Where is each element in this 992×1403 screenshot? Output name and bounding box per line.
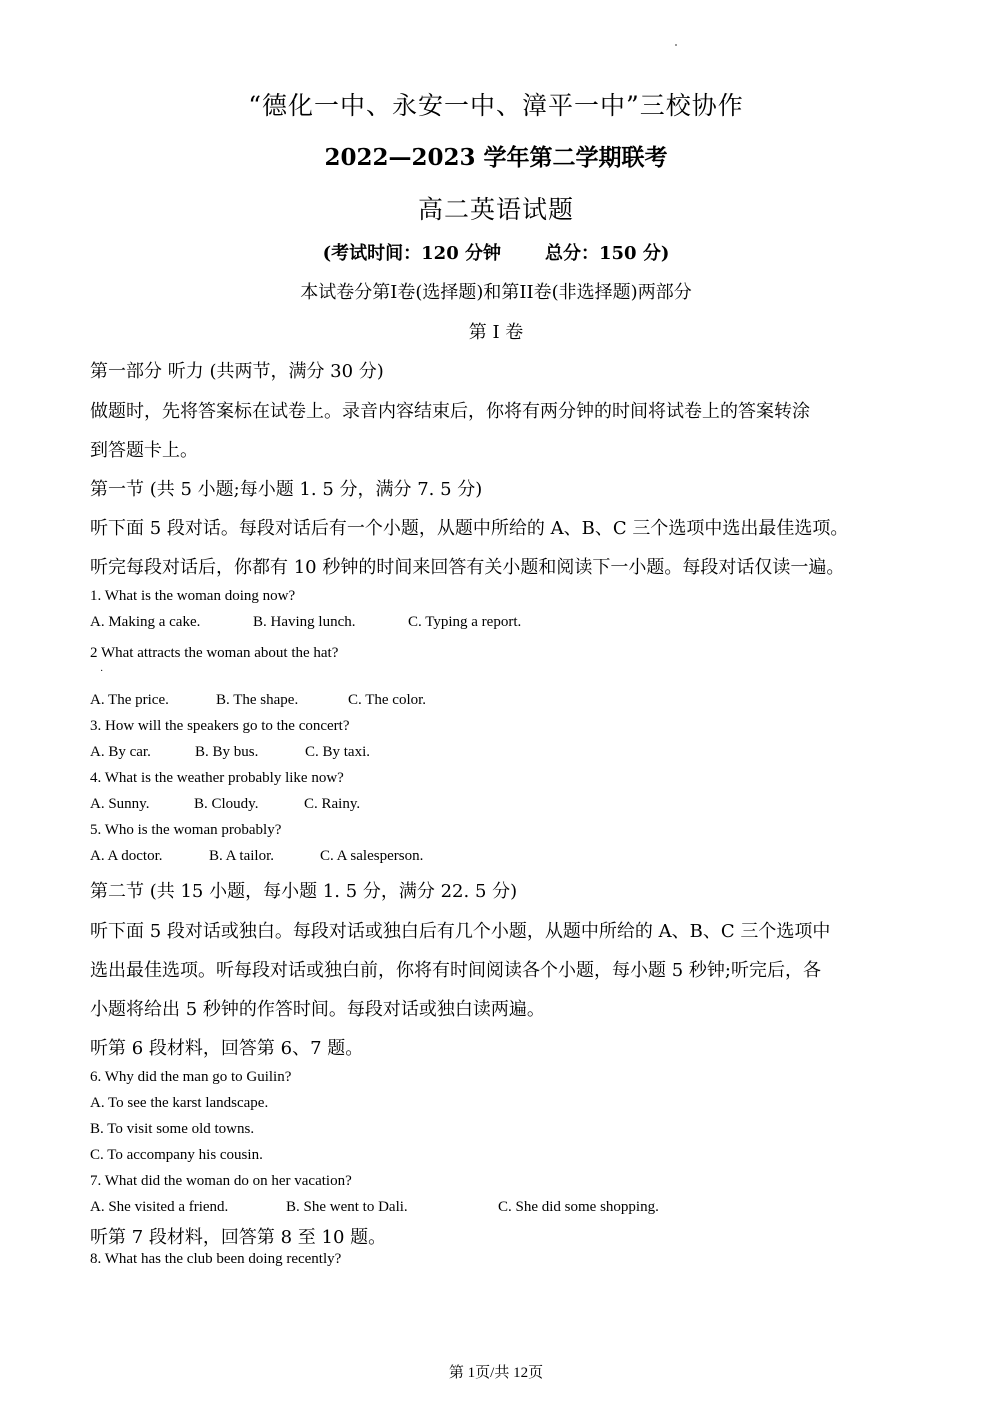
option-b: B. She went to Dali. [286, 1199, 408, 1215]
stray-mark: · [100, 666, 104, 677]
part1-heading: 第一部分 听力 (共两节，满分 30 分) [90, 361, 384, 382]
section1-instruction-line2: 听完每段对话后，你都有 10 秒钟的时间来回答有关小题和阅读下一小题。每段对话仅读一遍。 [90, 557, 845, 578]
question-6-option-c: C. To accompany his cousin. [90, 1147, 263, 1163]
section1-instruction-line1: 听下面 5 段对话。每段对话后有一个小题，从题中所给的 A、B、C 三个选项中选出最佳选项。 [90, 518, 849, 539]
paper-intro: 本试卷分第I卷(选择题)和第II卷(非选择题)两部分 [300, 282, 692, 303]
option-c: C. By taxi. [305, 744, 371, 760]
material-7-heading: 听第 7 段材料，回答第 8 至 10 题。 [90, 1227, 387, 1248]
option-a: A. Making a cake. [90, 614, 201, 630]
total-score: 总分：150 分) [545, 243, 670, 264]
question-4: 4. What is the weather probably like now? [90, 770, 344, 786]
option-a: A. The price. [90, 692, 169, 708]
question-1-options [90, 614, 521, 631]
exam-time-score [0, 239, 992, 265]
option-a: A. A doctor. [90, 848, 163, 864]
question-4-options [90, 796, 360, 813]
question-2: 2 What attracts the woman about the hat? [90, 645, 339, 661]
question-7-options [90, 1199, 659, 1216]
section2-instruction-line3: 小题将给出 5 秒钟的作答时间。每段对话或独白读两遍。 [90, 999, 545, 1020]
question-3: 3. How will the speakers go to the concert? [90, 718, 350, 734]
option-c: C. A salesperson. [320, 848, 424, 864]
question-2-options [90, 692, 426, 709]
title-schools: “德化一中、永安一中、漳平一中”三校协作 [248, 91, 744, 120]
exam-time: (考试时间：120 分钟 [322, 243, 501, 264]
material-6-heading: 听第 6 段材料，回答第 6、7 题。 [90, 1038, 364, 1059]
part1-instruction-line2: 到答题卡上。 [90, 440, 198, 461]
option-a: A. She visited a friend. [90, 1199, 229, 1215]
question-6-option-a: A. To see the karst landscape. [90, 1095, 269, 1111]
option-a: A. Sunny. [90, 796, 150, 812]
section2-instruction-line1: 听下面 5 段对话或独白。每段对话或独白后有几个小题，从题中所给的 A、B、C 三个选项中 [90, 921, 831, 942]
question-6-option-b: B. To visit some old towns. [90, 1121, 255, 1137]
section1-heading: 第一节 (共 5 小题;每小题 1. 5 分，满分 7. 5 分) [90, 479, 483, 500]
scan-speck [675, 44, 677, 46]
question-1: 1. What is the woman doing now? [90, 588, 296, 604]
question-5: 5. Who is the woman probably? [90, 822, 282, 838]
section2-instruction-line2: 选出最佳选项。听每段对话或独白前，你将有时间阅读各个小题，每小题 5 秒钟;听完后，各 [90, 960, 821, 981]
question-7: 7. What did the woman do on her vacation? [90, 1173, 352, 1189]
section2-heading: 第二节 (共 15 小题，每小题 1. 5 分，满分 22. 5 分) [90, 881, 518, 902]
option-c: C. The color. [348, 692, 427, 708]
question-6: 6. Why did the man go to Guilin? [90, 1069, 292, 1085]
title-subject: 高二英语试题 [417, 195, 574, 224]
page-number: 第 1页/共 12页 [448, 1365, 544, 1381]
question-8: 8. What has the club been doing recently? [90, 1251, 342, 1267]
option-c: C. She did some shopping. [498, 1199, 659, 1215]
question-3-options [90, 744, 370, 761]
option-b: B. Cloudy. [194, 796, 259, 812]
option-b: B. Having lunch. [253, 614, 356, 630]
option-a: A. By car. [90, 744, 151, 760]
title-term: 2022—2023 学年第二学期联考 [324, 144, 668, 171]
volume-label: 第 I 卷 [468, 322, 524, 343]
question-5-options [90, 848, 423, 865]
option-b: B. By bus. [195, 744, 259, 760]
option-b: B. The shape. [216, 692, 299, 708]
part1-instruction-line1: 做题时，先将答案标在试卷上。录音内容结束后，你将有两分钟的时间将试卷上的答案转涂 [90, 401, 810, 422]
option-b: B. A tailor. [209, 848, 275, 864]
option-c: C. Typing a report. [408, 614, 522, 630]
option-c: C. Rainy. [304, 796, 361, 812]
